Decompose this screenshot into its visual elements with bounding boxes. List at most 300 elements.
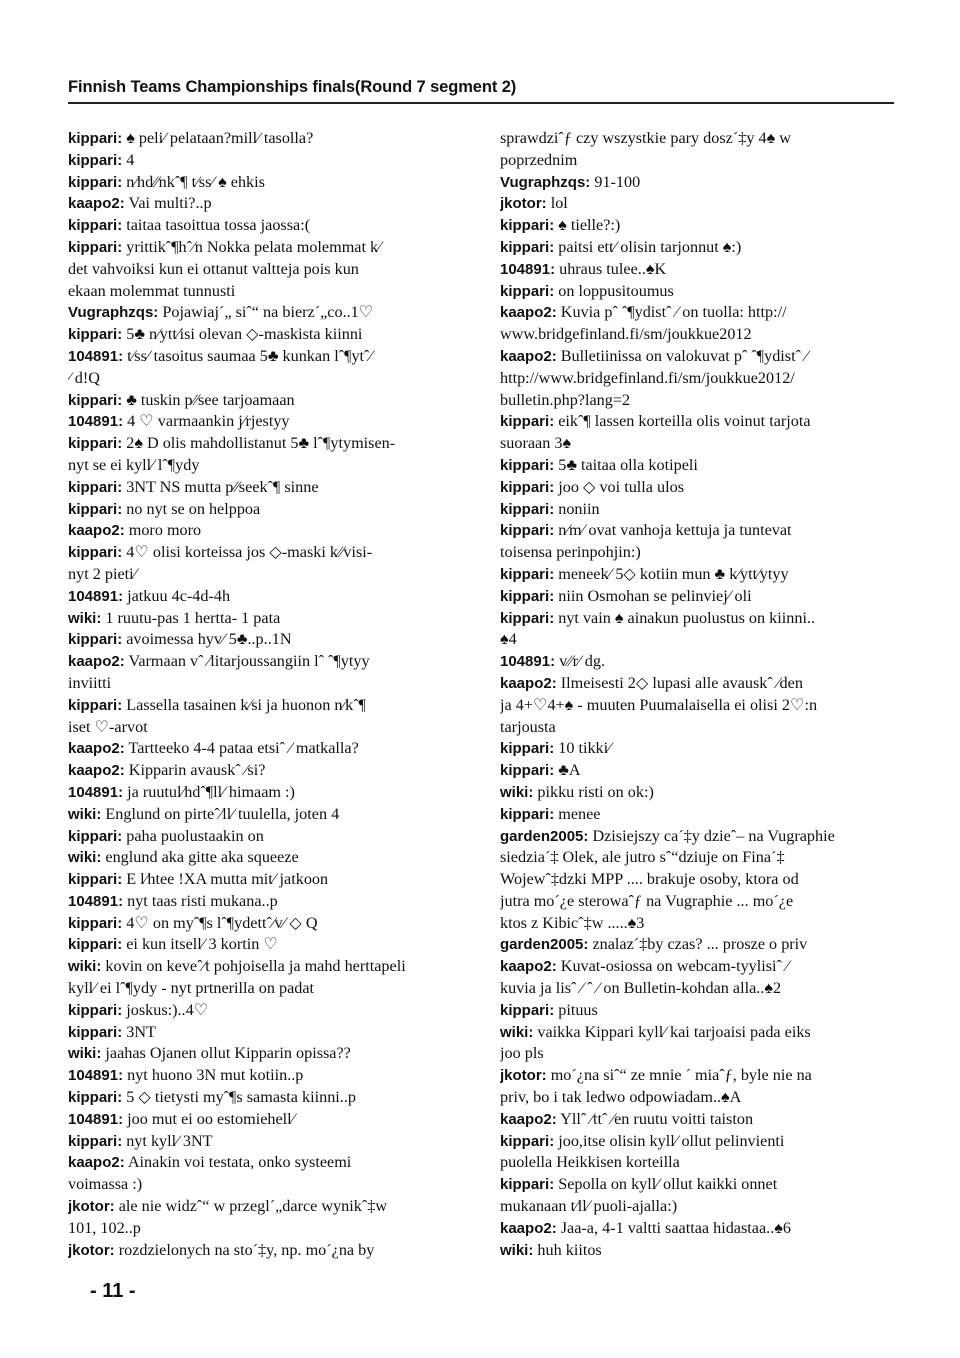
speaker-colon: : [549, 282, 555, 300]
right-column [500, 128, 894, 1261]
chat-text: meneek⁄ 5◇ kotiin mun ♣ k⁄ytt⁄ytyy [554, 564, 789, 583]
speaker-colon: : [119, 653, 125, 671]
chat-line [500, 913, 894, 935]
chat-text: znalaz´‡by czas? ... prosze o priv [588, 935, 808, 954]
chat-text: niin Osmohan se pelinviej⁄ oli [554, 586, 752, 605]
chat-text: rozdzielonych na sto´‡y, np. mo´¿na by [114, 1240, 375, 1259]
chat-line [68, 1109, 466, 1131]
speaker-colon: : [117, 435, 123, 453]
chat-speaker: kippari [500, 587, 550, 605]
chat-line [68, 324, 466, 346]
chat-text: ♣ tuskin p⁄⁄see tarjoamaan [122, 390, 295, 409]
speaker-colon: : [119, 195, 125, 213]
chat-line [68, 608, 466, 630]
speaker-colon: : [153, 304, 159, 322]
chat-line [68, 1000, 466, 1022]
chat-line [500, 411, 894, 433]
chat-line [500, 281, 894, 303]
speaker-colon: : [117, 1089, 123, 1107]
chat-text: ktos z Kibicˆ‡w .....♠3 [500, 913, 645, 932]
chat-speaker: kippari [68, 326, 118, 344]
speaker-colon: : [119, 740, 125, 758]
chat-speaker: kippari [68, 914, 118, 932]
speaker-colon: : [528, 1241, 534, 1259]
chat-line [68, 259, 466, 281]
header-divider [68, 102, 894, 104]
chat-speaker: kippari [500, 500, 550, 518]
chat-text: v⁄⁄r⁄ dg. [555, 652, 605, 671]
chat-line [68, 869, 466, 891]
chat-speaker: kippari [68, 391, 118, 409]
chat-text: ♠ tielle?:) [554, 216, 621, 235]
chat-line [500, 237, 894, 259]
chat-text: Englund on pirteˆ⁄ll⁄ tuulella, joten 4 [101, 804, 340, 823]
speaker-colon: : [117, 1132, 123, 1150]
speaker-colon: : [549, 500, 555, 518]
chat-text: Tartteeko 4-4 pataa etsiˆ ⁄ matkalla? [124, 739, 359, 758]
chat-text: tarjousta [500, 717, 556, 736]
chat-text: 5 ◇ tietysti myˆ¶s samasta kiinni..p [122, 1088, 356, 1107]
chat-line [68, 1022, 466, 1044]
chat-speaker: kippari [500, 522, 550, 540]
chat-line [500, 1131, 894, 1153]
chat-text: jatkuu 4c-4d-4h [123, 586, 231, 605]
chat-speaker: kippari [68, 1001, 118, 1019]
chat-line [68, 433, 466, 455]
speaker-colon: : [583, 827, 589, 845]
chat-speaker: kippari [500, 609, 550, 627]
speaker-colon: : [585, 173, 591, 191]
speaker-colon: : [549, 217, 555, 235]
chat-text: 3NT NS mutta p⁄⁄seekˆ¶ sinne [122, 477, 319, 496]
speaker-colon: : [541, 195, 547, 213]
chat-line [500, 346, 894, 368]
chat-line [500, 1043, 894, 1065]
chat-line [68, 934, 466, 956]
chat-speaker: 104891 [500, 260, 551, 278]
chat-speaker: kippari [68, 871, 118, 889]
chat-text: Sepolla on kyll⁄ ollut kaikki onnet [554, 1175, 778, 1194]
chat-speaker: kippari [68, 631, 118, 649]
chat-text: ja ruutul⁄hdˆ¶ll⁄ himaam :) [123, 782, 295, 801]
chat-speaker: 104891 [68, 587, 119, 605]
chat-speaker: 104891 [68, 1067, 119, 1085]
speaker-colon: : [117, 914, 123, 932]
speaker-colon: : [109, 1198, 115, 1216]
chat-line [68, 717, 466, 739]
chat-line [500, 150, 894, 172]
chat-speaker: kippari [500, 456, 550, 474]
chat-speaker: garden2005 [500, 827, 584, 845]
chat-speaker: 104891 [68, 347, 119, 365]
chat-text: uhraus tulee..♠K [555, 259, 667, 278]
speaker-colon: : [550, 260, 556, 278]
chat-line [500, 978, 894, 1000]
chat-text: Kipparin avauskˆ ⁄si? [124, 761, 266, 780]
speaker-colon: : [117, 151, 123, 169]
chat-line [500, 564, 894, 586]
chat-text: poprzednim [500, 150, 578, 169]
chat-line [68, 1043, 466, 1065]
chat-text: nyt kyll⁄ 3NT [122, 1131, 213, 1150]
chat-text: jaahas Ojanen ollut Kipparin opissa?? [101, 1044, 351, 1063]
chat-text: E l⁄htee !XA mutta mit⁄ jatkoon [122, 870, 329, 889]
chat-speaker: jkotor [68, 1241, 110, 1259]
chat-text: 91-100 [590, 172, 641, 191]
chat-line [500, 1000, 894, 1022]
chat-text: n⁄hd⁄⁄nkˆ¶ t⁄ss⁄ ♠ ehkis [122, 172, 265, 191]
chat-line [68, 128, 466, 150]
chat-line [68, 1131, 466, 1153]
chat-line [68, 542, 466, 564]
chat-speaker: kaapo2 [500, 304, 552, 322]
speaker-colon: : [96, 805, 102, 823]
chat-text: siedzia´‡ Olek, ale jutro sˆ“dziuje on Fina´‡ [500, 848, 785, 867]
chat-text: ale nie widzˆ“ w przegl´„darce wynikˆ‡w [114, 1197, 388, 1216]
speaker-colon: : [117, 326, 123, 344]
chat-text: Vai multi?..p [124, 194, 212, 213]
chat-text: Ainakin voi testata, onko systeemi [124, 1153, 352, 1172]
chat-text: englund aka gitte aka squeeze [101, 848, 299, 867]
chat-text: Yllˆ ⁄ttˆ ⁄en ruutu voitti taiston [556, 1109, 754, 1128]
chat-line [68, 1174, 466, 1196]
chat-text: Dzisiejszy ca´‡y dzieˆ– na Vugraphie [588, 826, 835, 845]
chat-text: yrittikˆ¶hˆ⁄n Nokka pelata molemmat k⁄ [122, 237, 381, 256]
chat-text: Kuvat-osiossa on webcam-tyylisiˆ ⁄ [556, 957, 789, 976]
chat-text: avoimessa hyv⁄ 5♣..p..1N [122, 630, 292, 649]
chat-text: 4♡ olisi korteissa jos ◇-maski k⁄⁄visi- [122, 543, 373, 562]
chat-text: lol [546, 194, 568, 213]
chat-line [68, 150, 466, 172]
chat-line [68, 847, 466, 869]
chat-line [68, 956, 466, 978]
chat-text: kyll⁄ ei lˆ¶ydy - nyt prtnerilla on padat [68, 979, 315, 998]
speaker-colon: : [549, 740, 555, 758]
speaker-colon: : [117, 130, 123, 147]
speaker-colon: : [117, 500, 123, 518]
chat-speaker: kippari [68, 1089, 118, 1107]
chat-text: nyt 2 pieti⁄ [68, 564, 137, 583]
chat-speaker: kippari [68, 936, 118, 954]
chat-line [500, 826, 894, 848]
chat-text: t⁄ss⁄ tasoitus saumaa 5♣ kunkan lˆ¶ytˆ⁄ [123, 346, 373, 365]
speaker-colon: : [551, 1219, 557, 1237]
chat-speaker: kippari [68, 1023, 118, 1041]
chat-text: no nyt se on helppoa [122, 499, 261, 518]
chat-text: moro moro [124, 521, 202, 540]
chat-text: jutra mo´¿e sterowaˆƒ na Vugraphie ... mo´¿e [500, 891, 794, 910]
chat-line [500, 1087, 894, 1109]
chat-text: joo mut ei oo estomiehell⁄ [123, 1109, 295, 1128]
chat-line [68, 804, 466, 826]
chat-line [500, 302, 894, 324]
chat-text: 2♠ D olis mahdollistanut 5♣ lˆ¶ytymisen- [122, 434, 396, 453]
chat-line [500, 695, 894, 717]
chat-line [500, 1174, 894, 1196]
speaker-colon: : [117, 827, 123, 845]
chat-speaker: kaapo2 [68, 653, 120, 671]
chat-speaker: kippari [500, 282, 550, 300]
speaker-colon: : [118, 347, 124, 365]
chat-line [500, 542, 894, 564]
chat-line [500, 1152, 894, 1174]
chat-text: ja 4+♡4+♠ - muuten Puumalaisella ei olisi 2♡:n [500, 695, 818, 714]
page-header-title: Finnish Teams Championships finals(Round 7 segment 2) [68, 78, 517, 96]
chat-text: ekaan molemmat tunnusti [68, 281, 236, 300]
speaker-colon: : [551, 674, 557, 692]
chat-line [68, 629, 466, 651]
speaker-colon: : [118, 413, 124, 431]
chat-text: www.bridgefinland.fi/sm/joukkue2012 [500, 325, 752, 344]
chat-line [500, 193, 894, 215]
chat-speaker: kippari [68, 827, 118, 845]
speaker-colon: : [117, 1023, 123, 1041]
chat-line [68, 1240, 466, 1262]
speaker-colon: : [549, 456, 555, 474]
chat-line [68, 411, 466, 433]
chat-line [500, 804, 894, 826]
chat-text: paitsi ett⁄ olisin tarjonnut ♠:) [554, 237, 742, 256]
speaker-colon: : [549, 522, 555, 540]
chat-text: kovin on keveˆ⁄t pohjoisella ja mahd herttapeli [101, 957, 406, 976]
chat-speaker: wiki [500, 1241, 529, 1259]
speaker-colon: : [583, 936, 589, 954]
chat-line [500, 1022, 894, 1044]
chat-text: sprawdziˆƒ czy wszystkie pary dosz´‡y 4♠ w [500, 129, 791, 147]
chat-text: pituus [554, 1000, 598, 1019]
chat-speaker: kippari [68, 130, 118, 147]
chat-text: nyt huono 3N mut kotiin..p [123, 1066, 304, 1085]
chat-line [500, 782, 894, 804]
chat-line [68, 738, 466, 760]
chat-line [68, 978, 466, 1000]
chat-speaker: kaapo2 [68, 522, 120, 540]
chat-text: mo´¿na siˆ“ ze mnie ´ miaˆƒ, byle nie na [546, 1066, 812, 1085]
chat-speaker: wiki [68, 805, 97, 823]
speaker-colon: : [550, 653, 556, 671]
speaker-colon: : [117, 173, 123, 191]
chat-text: http://www.bridgefinland.fi/sm/joukkue2012/ [500, 368, 795, 387]
chat-text: ♠4 [500, 630, 517, 649]
chat-line [68, 215, 466, 237]
chat-text: 10 tikki⁄ [554, 739, 611, 758]
chat-text: Bulletiinissa on valokuvat pˆ ˆ¶ydistˆ ⁄ [556, 346, 808, 365]
chat-line [68, 782, 466, 804]
speaker-colon: : [549, 1132, 555, 1150]
chat-line [500, 1065, 894, 1087]
chat-line [500, 717, 894, 739]
page-number: - 11 - [90, 1280, 136, 1302]
chat-speaker: kippari [500, 478, 550, 496]
chat-line [500, 651, 894, 673]
chat-line [500, 368, 894, 390]
speaker-colon: : [549, 587, 555, 605]
speaker-colon: : [528, 1023, 534, 1041]
chat-speaker: kippari [500, 762, 550, 780]
chat-text: nyt taas risti mukana..p [123, 891, 278, 910]
chat-line [68, 826, 466, 848]
chat-speaker: 104891 [68, 892, 119, 910]
chat-text: on loppusitoumus [554, 281, 674, 300]
speaker-colon: : [549, 1001, 555, 1019]
chat-line [68, 891, 466, 913]
chat-text: iset ♡-arvot [68, 717, 148, 736]
chat-text: 3NT [122, 1022, 156, 1041]
chat-speaker: Vugraphzqs [500, 173, 586, 191]
chat-speaker: kippari [68, 151, 118, 169]
chat-speaker: kippari [500, 1176, 550, 1194]
chat-text: mukanaan t⁄ll⁄ puoli-ajalla:) [500, 1197, 678, 1216]
chat-line [500, 172, 894, 194]
chat-text: vaikka Kippari kyll⁄ kai tarjoaisi pada eiks [533, 1022, 811, 1041]
chat-text: puolella Heikkisen korteilla [500, 1153, 680, 1172]
chat-line [500, 586, 894, 608]
chat-line [68, 760, 466, 782]
chat-line [68, 477, 466, 499]
speaker-colon: : [117, 391, 123, 409]
chat-line [500, 738, 894, 760]
speaker-colon: : [96, 609, 102, 627]
speaker-colon: : [118, 587, 124, 605]
chat-speaker: 104891 [68, 783, 119, 801]
speaker-colon: : [117, 478, 123, 496]
chat-speaker: wiki [500, 783, 529, 801]
chat-text: Wojewˆ‡dzki MPP .... brakuje osoby, ktora od [500, 870, 799, 889]
speaker-colon: : [109, 1241, 115, 1259]
chat-speaker: kippari [500, 1132, 550, 1150]
chat-text: joo pls [500, 1044, 544, 1063]
chat-speaker: jkotor [68, 1198, 110, 1216]
chat-text: 1 ruutu-pas 1 hertta- 1 pata [101, 608, 281, 627]
chat-line [68, 1218, 466, 1240]
chat-text: ⁄ d!Q [68, 368, 100, 387]
chat-line [68, 695, 466, 717]
speaker-colon: : [551, 958, 557, 976]
chat-text: toisensa perinpohjin:) [500, 543, 641, 562]
chat-text: nyt se ei kyll⁄ lˆ¶ydy [68, 455, 200, 474]
chat-line [500, 1109, 894, 1131]
chat-speaker: kippari [68, 217, 118, 235]
chat-speaker: wiki [500, 1023, 529, 1041]
speaker-colon: : [96, 1045, 102, 1063]
speaker-colon: : [549, 1176, 555, 1194]
speaker-colon: : [551, 347, 557, 365]
chat-line [500, 477, 894, 499]
speaker-colon: : [541, 1067, 547, 1085]
chat-text: n⁄m⁄ ovat vanhoja kettuja ja tuntevat [554, 521, 792, 540]
chat-speaker: 104891 [68, 1110, 119, 1128]
chat-speaker: kaapo2 [500, 958, 552, 976]
chat-line [68, 673, 466, 695]
chat-speaker: 104891 [500, 653, 551, 671]
chat-speaker: kippari [500, 565, 550, 583]
chat-text: joo,itse olisin kyll⁄ ollut pelinvienti [554, 1131, 785, 1150]
chat-line [68, 172, 466, 194]
chat-line [68, 193, 466, 215]
chat-text: 4♡ on myˆ¶s lˆ¶ydettˆ⁄v⁄ ◇ Q [122, 913, 318, 932]
chat-text: ei kun itsell⁄ 3 kortin ♡ [122, 935, 278, 954]
speaker-colon: : [551, 304, 557, 322]
chat-line [500, 259, 894, 281]
chat-speaker: kippari [68, 173, 118, 191]
chat-text: taitaa tasoittua tossa jaossa:( [122, 216, 311, 235]
chat-text: det vahvoiksi kun ei ottanut valtteja pois kun [68, 259, 359, 278]
chat-line [500, 760, 894, 782]
chat-line [500, 455, 894, 477]
chat-speaker: kippari [68, 1132, 118, 1150]
chat-line [500, 128, 894, 150]
chat-speaker: kippari [68, 544, 118, 562]
speaker-colon: : [551, 1110, 557, 1128]
chat-speaker: kaapo2 [500, 1219, 552, 1237]
speaker-colon: : [119, 1154, 125, 1172]
chat-line [500, 520, 894, 542]
chat-speaker: kippari [500, 740, 550, 758]
chat-text: ♠ peli⁄ pelataan?mill⁄ tasolla? [122, 129, 314, 147]
speaker-colon: : [96, 849, 102, 867]
chat-speaker: 104891 [68, 413, 119, 431]
chat-line [68, 586, 466, 608]
chat-speaker: wiki [68, 1045, 97, 1063]
chat-speaker: kippari [68, 435, 118, 453]
speaker-colon: : [549, 238, 555, 256]
chat-line [500, 956, 894, 978]
chat-text: Pojawiaj´„ siˆ“ na bierz´„co..1♡ [158, 303, 374, 322]
chat-speaker: kippari [68, 500, 118, 518]
chat-text: nyt vain ♠ ainakun puolustus on kiinni.. [554, 608, 816, 627]
chat-speaker: wiki [68, 609, 97, 627]
speaker-colon: : [117, 871, 123, 889]
chat-speaker: kippari [500, 238, 550, 256]
speaker-colon: : [549, 609, 555, 627]
chat-speaker: garden2005 [500, 936, 584, 954]
chat-text: noniin [554, 499, 600, 518]
chat-line [68, 499, 466, 521]
speaker-colon: : [549, 762, 555, 780]
chat-line [500, 891, 894, 913]
chat-speaker: kaapo2 [500, 674, 552, 692]
chat-line [68, 237, 466, 259]
chat-speaker: kippari [500, 805, 550, 823]
chat-line [68, 564, 466, 586]
chat-line [500, 629, 894, 651]
chat-line [500, 499, 894, 521]
chat-line [68, 1087, 466, 1109]
speaker-colon: : [117, 238, 123, 256]
chat-line [500, 673, 894, 695]
speaker-colon: : [118, 892, 124, 910]
chat-line [68, 281, 466, 303]
chat-line [68, 1196, 466, 1218]
chat-speaker: kaapo2 [68, 740, 120, 758]
chat-text: joo ◇ voi tulla ulos [554, 477, 684, 496]
chat-line [500, 390, 894, 412]
chat-line [500, 1240, 894, 1262]
speaker-colon: : [117, 936, 123, 954]
chat-line [68, 1152, 466, 1174]
chat-speaker: jkotor [500, 1067, 542, 1085]
speaker-colon: : [119, 762, 125, 780]
chat-text: eikˆ¶ lassen korteilla olis voinut tarjota [554, 412, 811, 431]
speaker-colon: : [117, 544, 123, 562]
chat-line [68, 1065, 466, 1087]
speaker-colon: : [118, 783, 124, 801]
speaker-colon: : [118, 1110, 124, 1128]
speaker-colon: : [528, 783, 534, 801]
chat-speaker: kippari [68, 478, 118, 496]
speaker-colon: : [117, 631, 123, 649]
speaker-colon: : [549, 478, 555, 496]
